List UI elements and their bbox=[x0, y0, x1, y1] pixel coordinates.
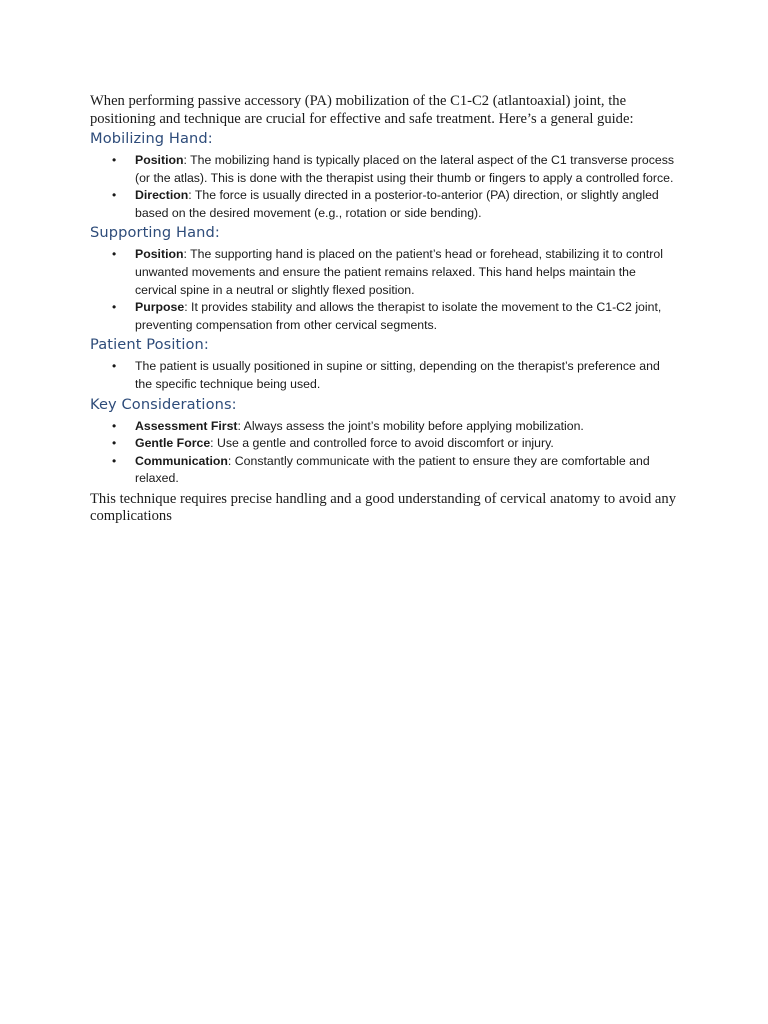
supporting-hand-list bbox=[90, 246, 680, 334]
section-heading-key-considerations: Key Considerations: bbox=[90, 395, 237, 413]
document-page bbox=[90, 93, 680, 526]
bullet-icon: • bbox=[112, 153, 117, 167]
bullet-icon: • bbox=[112, 359, 117, 374]
list-item bbox=[90, 358, 680, 393]
item-text: : Use a gentle and controlled force to avoid discomfort or injury. bbox=[210, 436, 554, 451]
item-text: : The force is usually directed in a posterior-to-anterior (PA) direction, or slightly angled based on the desired movement (e.g., rotation or side bending). bbox=[135, 188, 659, 220]
item-text: : The supporting hand is placed on the patient’s head or forehead, stabilizing it to control unwanted movements and ensure the patient remains relaxed. This hand helps maintain the cervical spine in a neutral or slightly flexed position. bbox=[135, 247, 663, 297]
item-term: Position bbox=[135, 247, 184, 262]
bullet-icon: • bbox=[112, 453, 117, 468]
item-term: Position bbox=[135, 153, 184, 167]
section-heading-supporting-hand: Supporting Hand: bbox=[90, 224, 220, 242]
bullet-icon: • bbox=[112, 247, 117, 262]
section-heading-patient-position: Patient Position: bbox=[90, 336, 209, 354]
item-term: Communication bbox=[135, 453, 228, 468]
item-term: Purpose bbox=[135, 300, 185, 315]
item-text: : The mobilizing hand is typically placed on the lateral aspect of the C1 transverse process (or the atlas). This is done with the therapist using their thumb or fingers to apply a controlled force. bbox=[135, 153, 675, 185]
bullet-icon: • bbox=[112, 300, 117, 315]
list-item bbox=[90, 453, 680, 488]
patient-position-list bbox=[90, 358, 680, 393]
bullet-icon: • bbox=[112, 418, 117, 433]
list-item bbox=[90, 435, 680, 453]
item-text: : It provides stability and allows the therapist to isolate the movement to the C1-C2 joint, preventing compensation from other cervical segments. bbox=[135, 300, 662, 332]
item-text: : Constantly communicate with the patient to ensure they are comfortable and relaxed. bbox=[135, 453, 650, 486]
list-item bbox=[90, 246, 680, 299]
item-text: : Always assess the joint’s mobility before applying mobilization. bbox=[237, 418, 584, 433]
key-considerations-list bbox=[90, 418, 680, 488]
item-text: The patient is usually positioned in supine or sitting, depending on the therapist’s preference and the specific technique being used. bbox=[135, 359, 660, 391]
mobilizing-hand-list bbox=[90, 152, 680, 222]
closing-paragraph: This technique requires precise handling and a good understanding of cervical anatomy to avoid any complications bbox=[90, 490, 676, 525]
list-item bbox=[90, 299, 680, 334]
item-term: Gentle Force bbox=[135, 436, 211, 451]
list-item bbox=[90, 152, 680, 187]
list-item bbox=[90, 187, 680, 222]
bullet-icon: • bbox=[112, 436, 117, 451]
list-item bbox=[90, 418, 680, 436]
item-term: Assessment First bbox=[135, 418, 238, 433]
item-term: Direction bbox=[135, 188, 189, 203]
section-heading-mobilizing-hand: Mobilizing Hand: bbox=[90, 130, 213, 147]
bullet-icon: • bbox=[112, 188, 117, 203]
intro-paragraph: When performing passive accessory (PA) mobilization of the C1-C2 (atlantoaxial) joint, the positioning and technique are crucial for effective and safe treatment. Here’s a general guide: bbox=[90, 93, 634, 127]
